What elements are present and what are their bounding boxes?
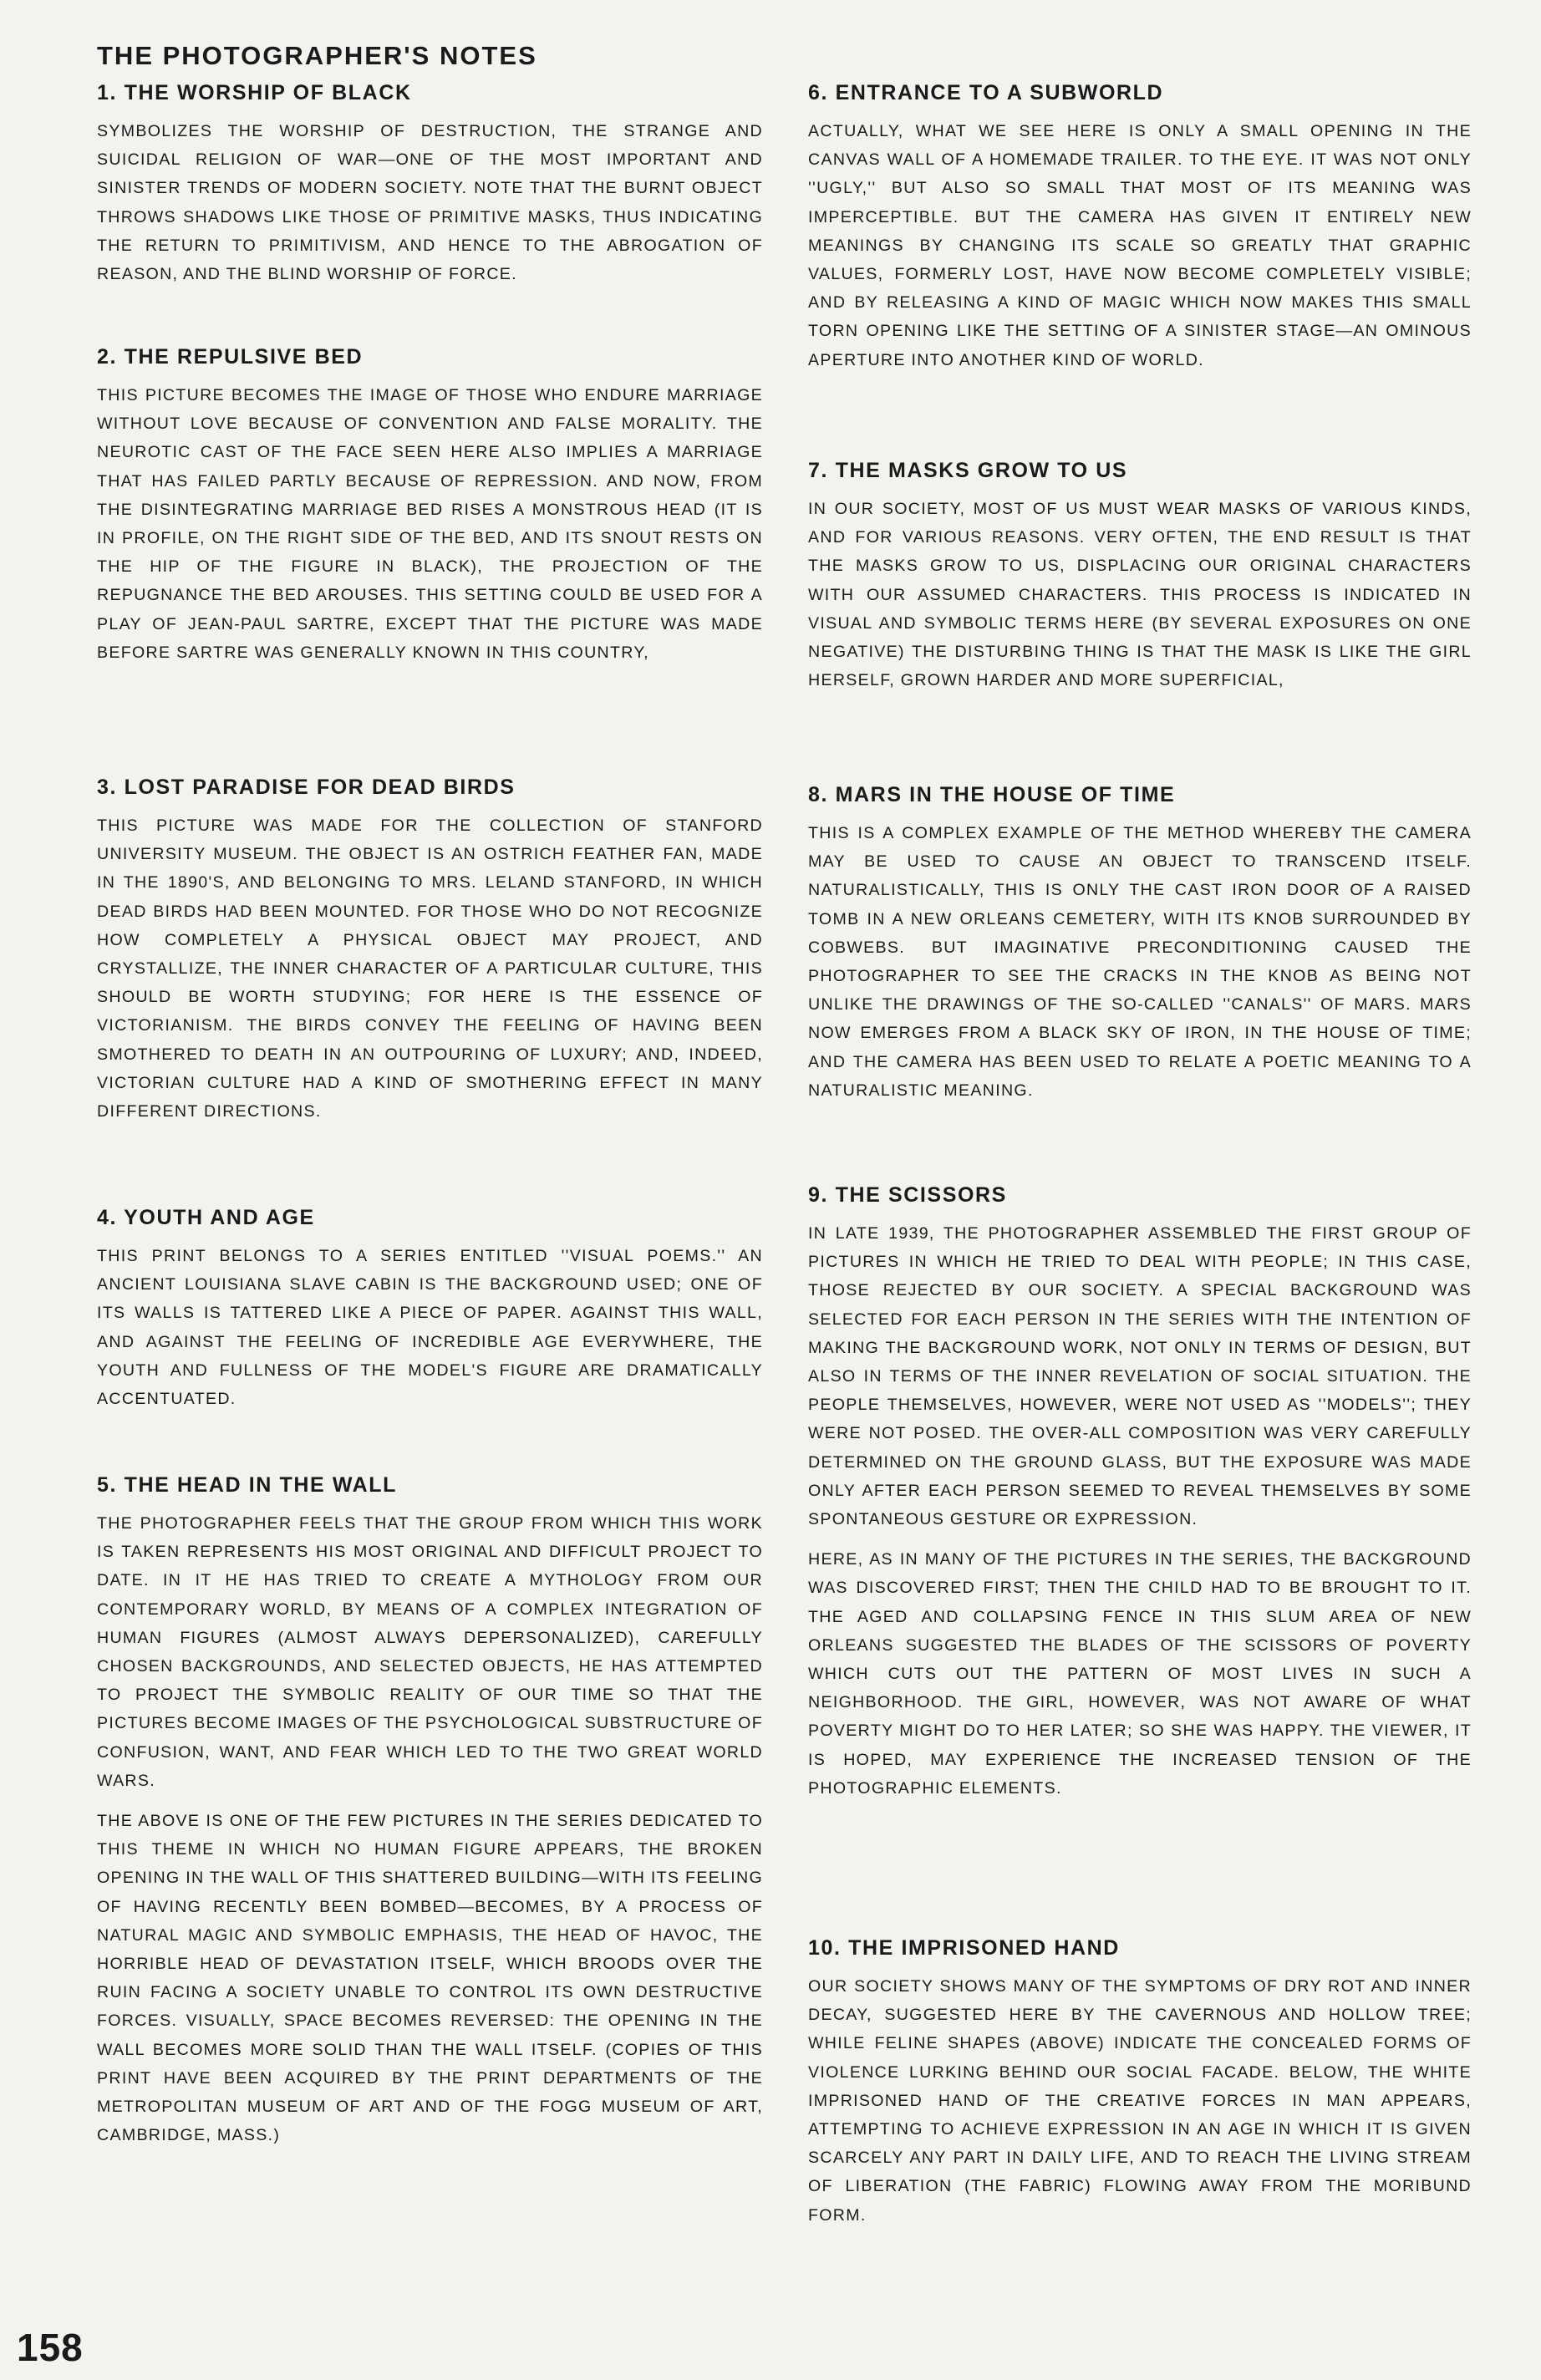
note-paragraph: IN OUR SOCIETY, MOST OF US MUST WEAR MASKS OF VARIOUS KINDS, AND FOR VARIOUS REASONS. VERY OFTEN, THE END RESULT IS THAT THE MASKS GROW TO US, DISPLACING OUR ORIGINAL CHARACTERS WITH OUR ASSUMED CHARACTERS. THIS PROCESS IS INDICATED IN VISUAL AND SYMBOLIC TERMS HERE (BY SEVERAL EXPOSURES ON ONE NEGATIVE) THE DISTURBING THING IS THAT THE MASK IS LIKE THE GIRL HERSELF, GROWN HARDER AND MORE SUPERFICIAL, <box>808 500 1472 690</box>
note-paragraph: ACTUALLY, WHAT WE SEE HERE IS ONLY A SMALL OPENING IN THE CANVAS WALL OF A HOMEMADE TRAILER. TO THE EYE. IT WAS NOT ONLY ''UGLY,'' BUT ALSO SO SMALL THAT MOST OF ITS MEANING WAS IMPERCEPTIBLE. BUT THE CAMERA HAS GIVEN IT ENTIRELY NEW MEANINGS BY CHANGING ITS SCALE SO GREATLY THAT GRAPHIC VALUES, FORMERLY LOST, HAVE NOW BECOME COMPLETELY VISIBLE; AND BY RELEASING A KIND OF MAGIC WHICH NOW MAKES THIS SMALL TORN OPENING LIKE THE SETTING OF A SINISTER STAGE—AN OMINOUS APERTURE INTO ANOTHER KIND OF WORLD. <box>808 122 1472 369</box>
note-heading: 1. THE WORSHIP OF BLACK <box>97 81 412 104</box>
note-8 <box>808 782 1472 1116</box>
note-7 <box>808 458 1472 706</box>
note-heading: 9. THE SCISSORS <box>808 1183 1007 1207</box>
note-heading: 10. THE IMPRISONED HAND <box>808 1936 1120 1960</box>
note-heading: 5. THE HEAD IN THE WALL <box>97 1473 398 1497</box>
note-paragraph: HERE, AS IN MANY OF THE PICTURES IN THE SERIES, THE BACKGROUND WAS DISCOVERED FIRST; THEN THE CHILD HAD TO BE BROUGHT TO IT. THE AGED AND COLLAPSING FENCE IN THIS SLUM AREA OF NEW ORLEANS SUGGESTED THE BLADES OF THE SCISSORS OF POVERTY WHICH CUTS OUT THE PATTERN OF MOST LIVES IN SUCH A NEIGHBORHOOD. THE GIRL, HOWEVER, WAS NOT AWARE OF WHAT POVERTY MIGHT DO TO HER LATER; SO SHE WAS HAPPY. THE VIEWER, IT IS HOPED, MAY EXPERIENCE THE INCREASED TENSION OF THE PHOTOGRAPHIC ELEMENTS. <box>808 1550 1472 1798</box>
note-3 <box>97 775 763 1137</box>
note-10 <box>808 1935 1472 2241</box>
note-heading: 8. MARS IN THE HOUSE OF TIME <box>808 783 1176 806</box>
note-paragraph: THIS PICTURE BECOMES THE IMAGE OF THOSE WHO ENDURE MARRIAGE WITHOUT LOVE BECAUSE OF CONVENTION AND FALSE MORALITY. THE NEUROTIC CAST OF THE FACE SEEN HERE ALSO IMPLIES A MARRIAGE THAT HAS FAILED PARTLY BECAUSE OF REPRESSION. AND NOW, FROM THE DISINTEGRATING MARRIAGE BED RISES A MONSTROUS HEAD (IT IS IN PROFILE, ON THE RIGHT SIDE OF THE BED, AND ITS SNOUT RESTS ON THE HIP OF THE FIGURE IN BLACK), THE PROJECTION OF THE REPUGNANCE THE BED AROUSES. THIS SETTING COULD BE USED FOR A PLAY OF JEAN-PAUL SARTRE, EXCEPT THAT THE PICTURE WAS MADE BEFORE SARTRE WAS GENERALLY KNOWN IN THIS COUNTRY, <box>97 386 763 662</box>
note-2 <box>97 344 763 679</box>
note-heading: 6. ENTRANCE TO A SUBWORLD <box>808 81 1164 104</box>
note-6 <box>808 80 1472 386</box>
page-number: 158 <box>17 2326 84 2369</box>
note-heading: 2. THE REPULSIVE BED <box>97 345 364 369</box>
note-paragraph: THIS PRINT BELONGS TO A SERIES ENTITLED ''VISUAL POEMS.'' AN ANCIENT LOUISIANA SLAVE CABIN IS THE BACKGROUND USED; ONE OF ITS WALLS IS TATTERED LIKE A PIECE OF PAPER. AGAINST THIS WALL, AND AGAINST THE FEELING OF INCREDIBLE AGE EVERYWHERE, THE YOUTH AND FULLNESS OF THE MODEL'S FIGURE ARE DRAMATICALLY ACCENTUATED. <box>97 1247 763 1409</box>
note-paragraph: IN LATE 1939, THE PHOTOGRAPHER ASSEMBLED THE FIRST GROUP OF PICTURES IN WHICH HE TRIED TO DEAL WITH PEOPLE; IN THIS CASE, THOSE REJECTED BY OUR SOCIETY. A SPECIAL BACKGROUND WAS SELECTED FOR EACH PERSON IN THE SERIES WITH THE INTENTION OF MAKING THE BACKGROUND WORK, NOT ONLY IN TERMS OF DESIGN, BUT ALSO IN TERMS OF THE INNER REVELATION OF SOCIAL SITUATION. THE PEOPLE THEMSELVES, HOWEVER, WERE NOT USED AS ''MODELS''; THEY WERE NOT POSED. THE OVER-ALL COMPOSITION WAS VERY CAREFULLY DETERMINED ON THE GROUND GLASS, BUT THE EXPOSURE WAS MADE ONLY AFTER EACH PERSON SEEMED TO REVEAL THEMSELVES BY SOME SPONTANEOUS GESTURE OR EXPRESSION. <box>808 1224 1472 1529</box>
note-1 <box>97 80 763 300</box>
note-heading: 7. THE MASKS GROW TO US <box>808 459 1128 482</box>
note-paragraph: THE ABOVE IS ONE OF THE FEW PICTURES IN THE SERIES DEDICATED TO THIS THEME IN WHICH NO HUMAN FIGURE APPEARS, THE BROKEN OPENING IN THE WALL OF THIS SHATTERED BUILDING—WITH ITS FEELING OF HAVING RECENTLY BEEN BOMBED—BECOMES, BY A PROCESS OF NATURAL MAGIC AND SYMBOLIC EMPHASIS, THE HEAD OF HAVOC, THE HORRIBLE HEAD OF DEVASTATION ITSELF, WHICH BROODS OVER THE RUIN FACING A SOCIETY UNABLE TO CONTROL ITS OWN DESTRUCTIVE FORCES. VISUALLY, SPACE BECOMES REVERSED: THE OPENING IN THE WALL BECOMES MORE SOLID THAN THE WALL ITSELF. (COPIES OF THIS PRINT HAVE BEEN ACQUIRED BY THE PRINT DEPARTMENTS OF THE METROPOLITAN MUSEUM OF ART AND OF THE FOGG MUSEUM OF ART, CAMBRIDGE, MASS.) <box>97 1812 763 2145</box>
note-5 <box>97 1472 763 2161</box>
note-heading: 4. YOUTH AND AGE <box>97 1206 315 1229</box>
note-9 <box>808 1182 1472 1814</box>
note-4 <box>97 1205 763 1425</box>
page-title: THE PHOTOGRAPHER'S NOTES <box>97 40 537 70</box>
note-heading: 3. LOST PARADISE FOR DEAD BIRDS <box>97 776 516 799</box>
note-paragraph: THIS IS A COMPLEX EXAMPLE OF THE METHOD WHEREBY THE CAMERA MAY BE USED TO CAUSE AN OBJECT TO TRANSCEND ITSELF. NATURALISTICALLY, THIS IS ONLY THE CAST IRON DOOR OF A RAISED TOMB IN A NEW ORLEANS CEMETERY, WITH ITS KNOB SURROUNDED BY COBWEBS. BUT IMAGINATIVE PRECONDITIONING CAUSED THE PHOTOGRAPHER TO SEE THE CRACKS IN THE KNOB AS BEING NOT UNLIKE THE DRAWINGS OF THE SO-CALLED ''CANALS'' OF MARS. MARS NOW EMERGES FROM A BLACK SKY OF IRON, IN THE HOUSE OF TIME; AND THE CAMERA HAS BEEN USED TO RELATE A POETIC MEANING TO A NATURALISTIC MEANING. <box>808 824 1472 1100</box>
note-paragraph: OUR SOCIETY SHOWS MANY OF THE SYMPTOMS OF DRY ROT AND INNER DECAY, SUGGESTED HERE BY THE CAVERNOUS AND HOLLOW TREE; WHILE FELINE SHAPES (ABOVE) INDICATE THE CONCEALED FORMS OF VIOLENCE LURKING BEHIND OUR SOCIAL FACADE. BELOW, THE WHITE IMPRISONED HAND OF THE CREATIVE FORCES IN MAN APPEARS, ATTEMPTING TO ACHIEVE EXPRESSION IN AN AGE IN WHICH IT IS GIVEN SCARCELY ANY PART IN DAILY LIFE, AND TO REACH THE LIVING STREAM OF LIBERATION (THE FABRIC) FLOWING AWAY FROM THE MORIBUND FORM. <box>808 1977 1472 2225</box>
note-paragraph: THE PHOTOGRAPHER FEELS THAT THE GROUP FROM WHICH THIS WORK IS TAKEN REPRESENTS HIS MOST ORIGINAL AND DIFFICULT PROJECT TO DATE. IN IT HE HAS TRIED TO CREATE A MYTHOLOGY FROM OUR CONTEMPORARY WORLD, BY MEANS OF A COMPLEX INTEGRATION OF HUMAN FIGURES (ALMOST ALWAYS DEPERSONALIZED), CAREFULLY CHOSEN BACKGROUNDS, AND SELECTED OBJECTS, HE HAS ATTEMPTED TO PROJECT THE SYMBOLIC REALITY OF OUR TIME SO THAT THE PICTURES BECOME IMAGES OF THE PSYCHOLOGICAL SUBSTRUCTURE OF CONFUSION, WANT, AND FEAR WHICH LED TO THE TWO GREAT WORLD WARS. <box>97 1514 763 1790</box>
note-paragraph: SYMBOLIZES THE WORSHIP OF DESTRUCTION, THE STRANGE AND SUICIDAL RELIGION OF WAR—ONE OF THE MOST IMPORTANT AND SINISTER TRENDS OF MODERN SOCIETY. NOTE THAT THE BURNT OBJECT THROWS SHADOWS LIKE THOSE OF PRIMITIVE MASKS, THUS INDICATING THE RETURN TO PRIMITIVISM, AND HENCE TO THE ABROGATION OF REASON, AND THE BLIND WORSHIP OF FORCE. <box>97 122 763 284</box>
note-paragraph: THIS PICTURE WAS MADE FOR THE COLLECTION OF STANFORD UNIVERSITY MUSEUM. THE OBJECT IS AN OSTRICH FEATHER FAN, MADE IN THE 1890'S, AND BELONGING TO MRS. LELAND STANFORD, IN WHICH DEAD BIRDS HAD BEEN MOUNTED. FOR THOSE WHO DO NOT RECOGNIZE HOW COMPLETELY A PHYSICAL OBJECT MAY PROJECT, AND CRYSTALLIZE, THE INNER CHARACTER OF A PARTICULAR CULTURE, THIS SHOULD BE WORTH STUDYING; FOR HERE IS THE ESSENCE OF VICTORIANISM. THE BIRDS CONVEY THE FEELING OF HAVING BEEN SMOTHERED TO DEATH IN AN OUTPOURING OF LUXURY; AND, INDEED, VICTORIAN CULTURE HAD A KIND OF SMOTHERING EFFECT IN MANY DIFFERENT DIRECTIONS. <box>97 816 763 1121</box>
